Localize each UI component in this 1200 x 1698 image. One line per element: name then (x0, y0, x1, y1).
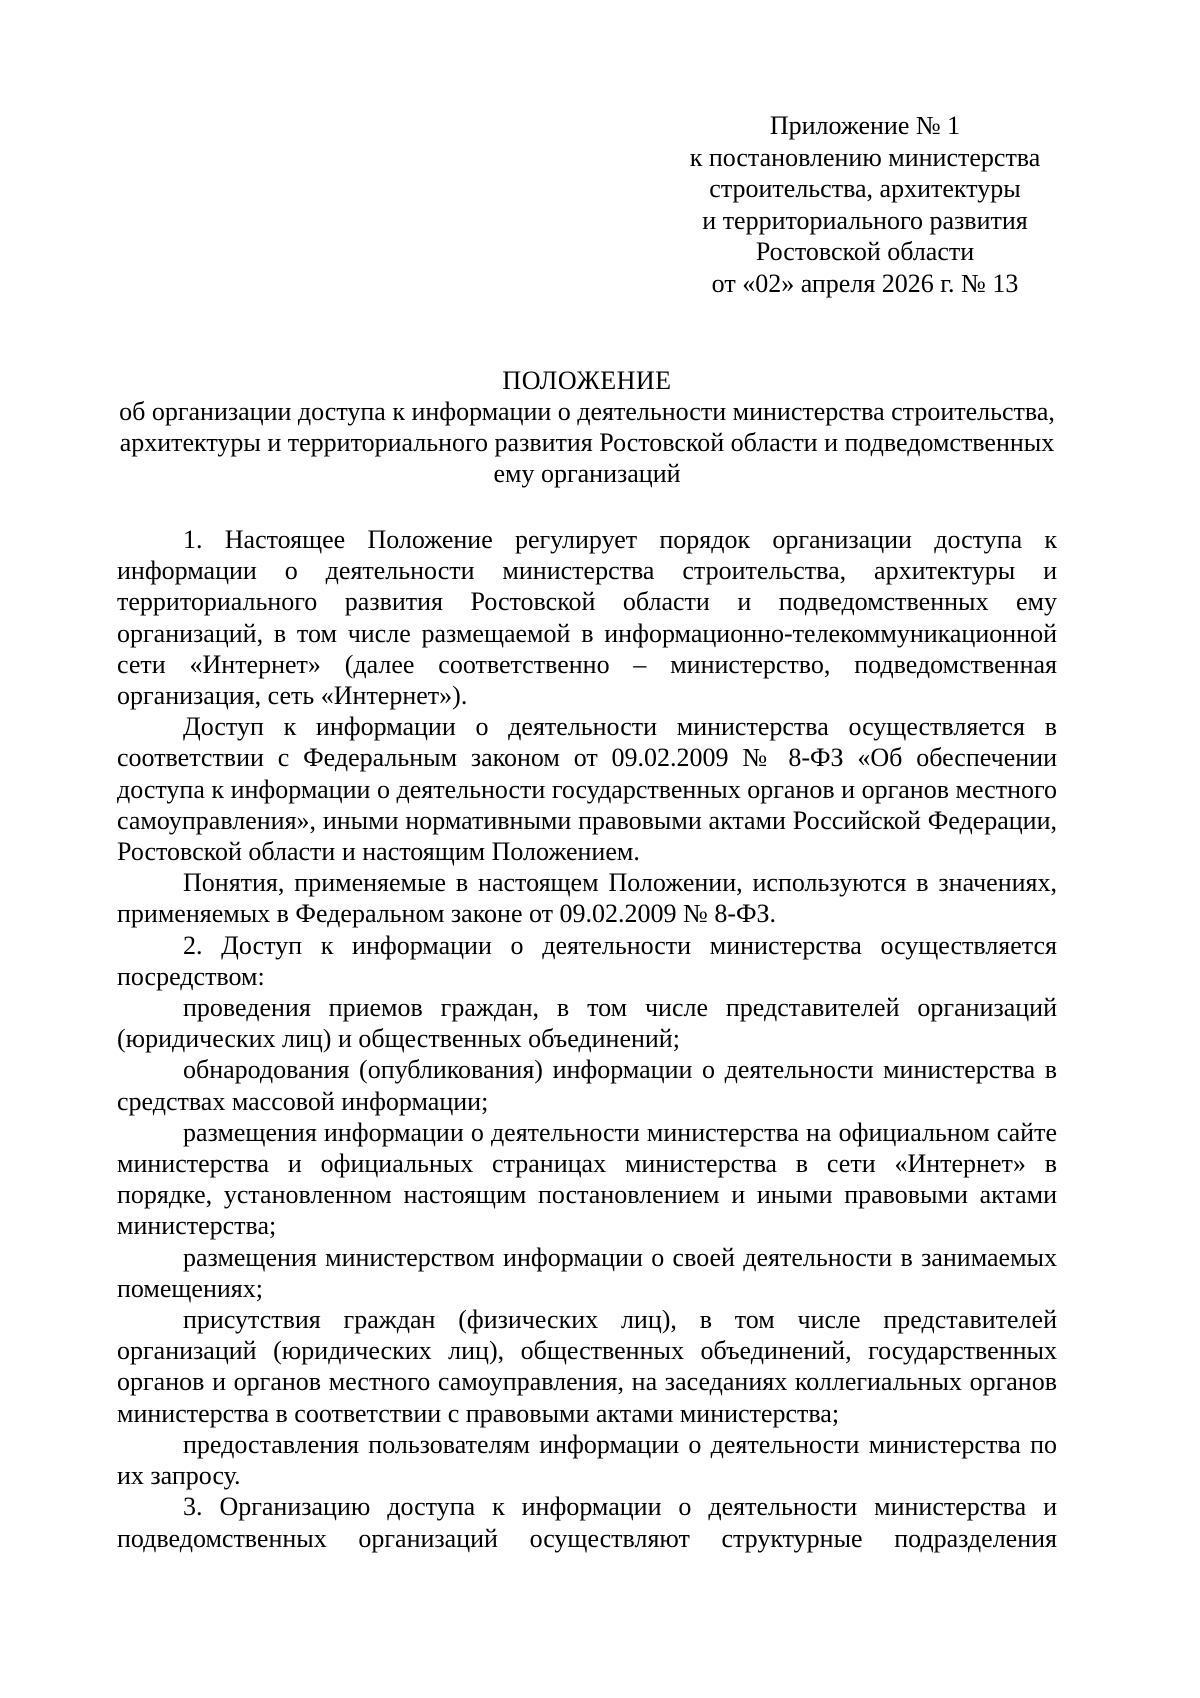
annex-line: Приложение № 1 (769, 111, 961, 140)
body-paragraph: размещения министерством информации о своей деятельности в занимаемых помещениях; (117, 1242, 1057, 1303)
body-paragraph: 2. Доступ к информации о деятельности министерства осуществляется посредством: (117, 930, 1057, 991)
document-body (117, 524, 1057, 1554)
body-paragraph: проведения приемов граждан, в том числе представителей организаций (юридических лиц) и общественных объединений; (117, 993, 1057, 1054)
document-subtitle: об организации доступа к информации о деятельности министерства строительства, архитектуры и территориального развития Ростовской области и подведомственных ему организаций (119, 397, 1055, 488)
body-paragraph: обнародования (опубликования) информации о деятельности министерства в средствах массовой информации; (117, 1055, 1057, 1116)
body-paragraph: Доступ к информации о деятельности министерства осуществляется в соответствии с Федеральным законом от 09.02.2009 № 8-ФЗ «Об обеспечении доступа к информации о деятельности государственных органов и органов местного самоуправления», иными нормативными правовыми актами Российской Федерации, Ростовской области и настоящим Положением. (117, 712, 1057, 867)
annex-header (675, 110, 1055, 300)
body-paragraph: размещения информации о деятельности министерства на официальном сайте министерства и официальных страницах министерства в сети «Интернет» в порядке, установленном настоящим постановлением и иными правовыми актами министерства; (117, 1117, 1057, 1241)
annex-line: от «02» апреля 2026 г. № 13 (711, 268, 1019, 298)
annex-line: и территориального развития (702, 205, 1028, 235)
body-paragraph: присутствия граждан (физических лиц), в том числе представителей организаций (юридических лиц), общественных объединений, государственных органов и органов местного самоуправления, на заседаниях коллегиальных органов министерства в соответствии с правовыми актами министерства; (117, 1305, 1057, 1428)
body-paragraph: 3. Организацию доступа к информации о деятельности министерства и подведомственных организаций осуществляют структурные подразделения (117, 1492, 1057, 1553)
annex-line: строительства, архитектуры (709, 174, 1021, 204)
body-paragraph: предоставления пользователям информации о деятельности министерства по их запросу. (117, 1429, 1057, 1491)
document-heading (117, 365, 1057, 489)
body-paragraph: Понятия, применяемые в настоящем Положении, используются в значениях, применяемых в Федеральном законе от 09.02.2009 № 8-ФЗ. (117, 868, 1057, 929)
annex-line: к постановлению министерства (689, 142, 1041, 172)
document-title: ПОЛОЖЕНИЕ (502, 366, 672, 395)
body-paragraph: 1. Настоящее Положение регулирует порядок организации доступа к информации о деятельности министерства строительства, архитектуры и территориального развития Ростовской области и подведомственных ему организаций, в том числе размещаемой в информационно-телекоммуникационной сети «Интернет» (далее соответственно – министерство, подведомственная организация, сеть «Интернет»). (117, 525, 1057, 711)
annex-line: Ростовской области (755, 237, 975, 267)
